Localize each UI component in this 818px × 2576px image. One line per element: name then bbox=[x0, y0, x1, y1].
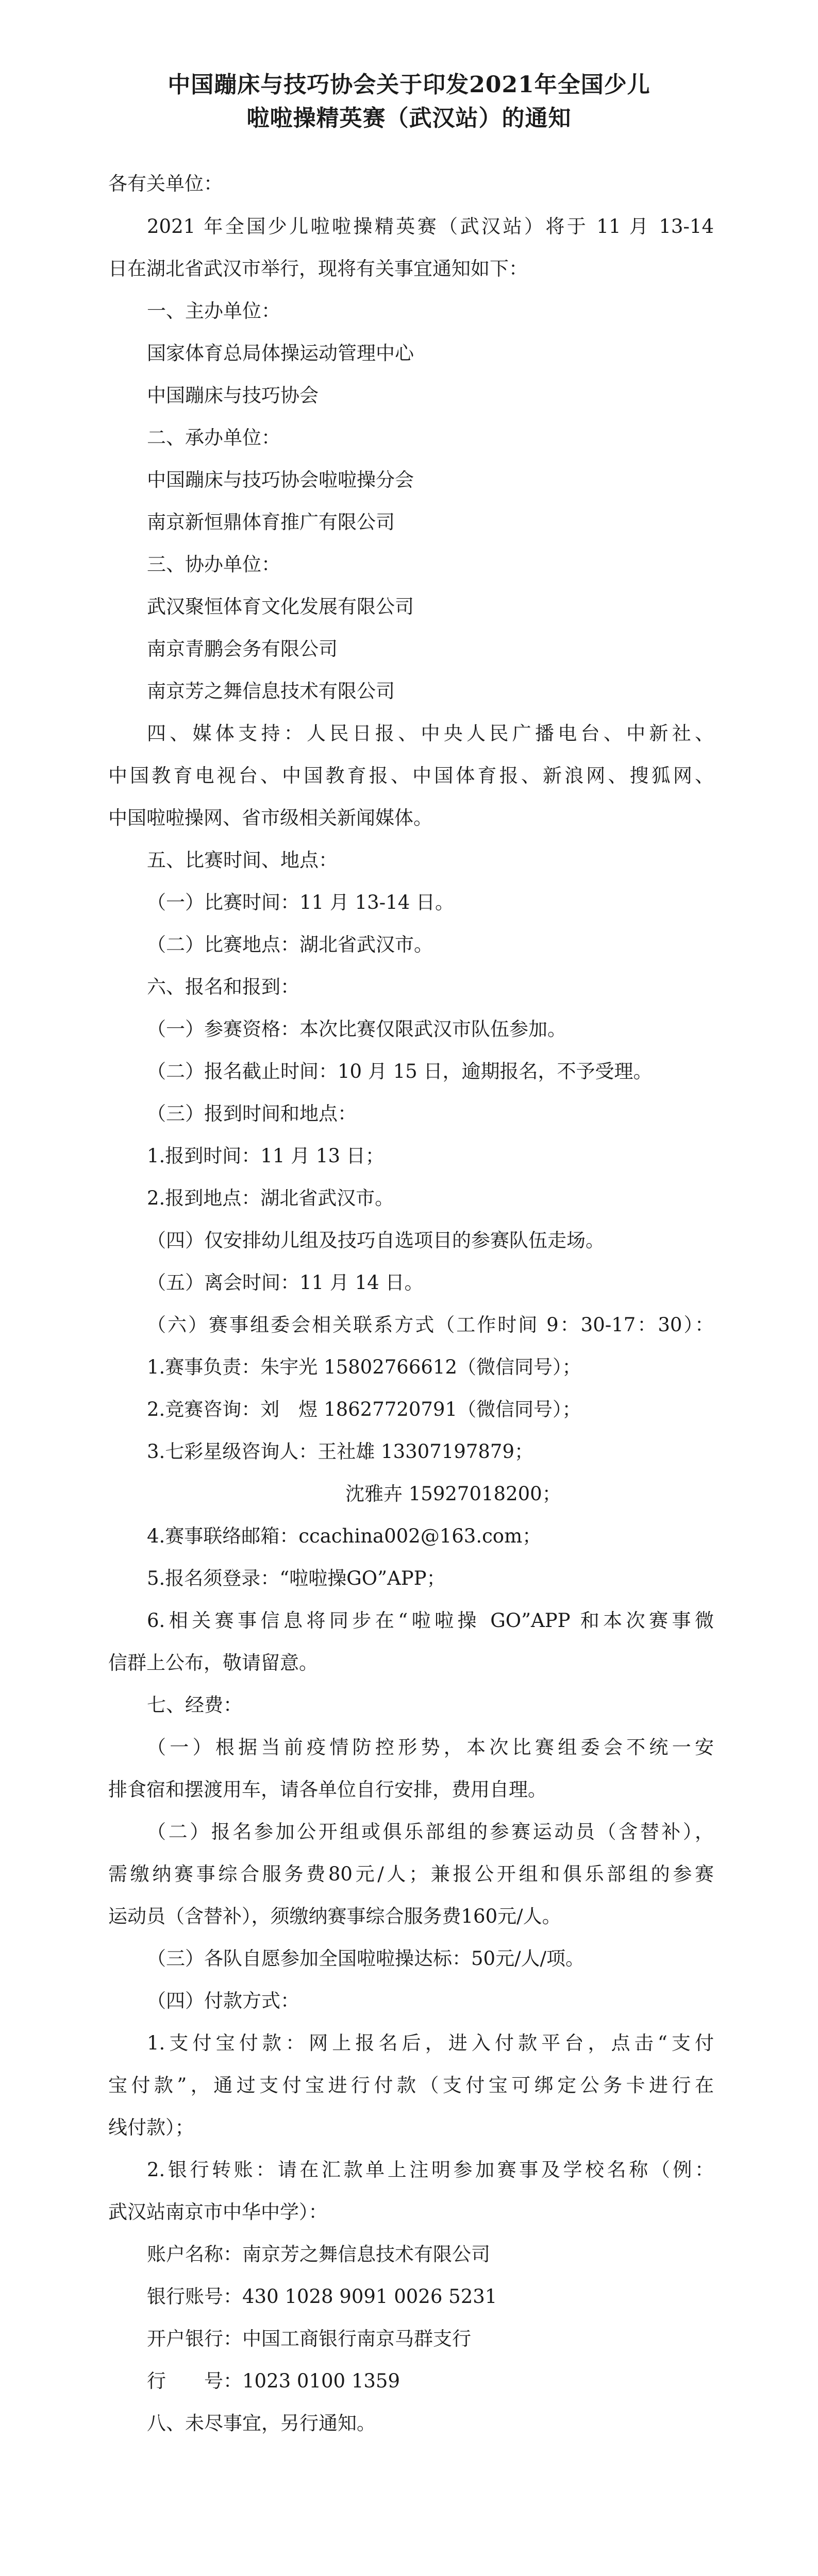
section-4-line-1: 四、媒体支持：人民日报、中央人民广播电台、中新社、 bbox=[147, 722, 714, 744]
section-3-heading: 三、协办单位： bbox=[147, 553, 280, 575]
salutation: 各有关单位： bbox=[108, 173, 223, 195]
section-6-item-12: 沈雅卉 15927018200； bbox=[345, 1483, 561, 1505]
section-3-item-2: 南京青鹏会务有限公司 bbox=[147, 638, 338, 660]
section-7-item-2-line-3: 运动员（含替补），须缴纳赛事综合服务费160元/人。 bbox=[108, 1905, 561, 1927]
bank-code: 行 号：1023 0100 1359 bbox=[147, 2370, 400, 2392]
section-6-item-2: （二）报名截止时间：10 月 15 日，逾期报名，不予受理。 bbox=[147, 1060, 653, 1082]
section-6-heading: 六、报名和报到： bbox=[147, 976, 299, 998]
bank-name: 开户银行：中国工商银行南京马群支行 bbox=[147, 2328, 471, 2350]
section-6-item-3: （三）报到时间和地点： bbox=[147, 1103, 357, 1125]
section-8: 八、未尽事宜，另行通知。 bbox=[147, 2412, 376, 2434]
section-7-item-6-line-1: 2.银行转账：请在汇款单上注明参加赛事及学校名称（例： bbox=[147, 2159, 714, 2181]
section-6-item-10: 2.竞赛咨询：刘 煜 18627720791（微信同号）； bbox=[147, 1398, 581, 1420]
section-7-heading: 七、经费： bbox=[147, 1694, 242, 1716]
section-7-item-3: （三）各队自愿参加全国啦啦操达标：50元/人/项。 bbox=[147, 1947, 585, 1970]
section-6-item-4: 1.报到时间：11 月 13 日； bbox=[147, 1145, 385, 1167]
section-7-item-4: （四）付款方式： bbox=[147, 1990, 299, 2012]
section-1-item-1: 国家体育总局体操运动管理中心 bbox=[147, 342, 414, 364]
section-7-item-5-line-2: 宝付款”，通过支付宝进行付款（支付宝可绑定公务卡进行在 bbox=[108, 2074, 714, 2096]
section-1-item-2: 中国蹦床与技巧协会 bbox=[147, 384, 319, 406]
intro-line-1: 2021 年全国少儿啦啦操精英赛（武汉站）将于 11 月 13-14 bbox=[147, 215, 714, 238]
section-7-item-1-line-2: 排食宿和摆渡用车，请各单位自行安排，费用自理。 bbox=[108, 1778, 547, 1801]
section-3-item-3: 南京芳之舞信息技术有限公司 bbox=[147, 680, 395, 702]
title-line-1: 中国蹦床与技巧协会关于印发2021年全国少儿 bbox=[168, 72, 650, 98]
section-5-item-2: （二）比赛地点：湖北省武汉市。 bbox=[147, 934, 433, 956]
section-6-item-9: 1.赛事负责：朱宇光 15802766612（微信同号）； bbox=[147, 1356, 581, 1378]
section-6-item-14: 5.报名须登录：“啦啦操GO”APP； bbox=[147, 1567, 446, 1589]
section-7-item-5-line-3: 线付款）； bbox=[108, 2116, 194, 2139]
section-4-line-3: 中国啦啦操网、省市级相关新闻媒体。 bbox=[108, 807, 432, 829]
section-7-item-2-line-1: （二）报名参加公开组或俱乐部组的参赛运动员（含替补）， bbox=[147, 1821, 714, 1843]
section-6-item-11: 3.七彩星级咨询人：王社雄 13307197879； bbox=[147, 1440, 534, 1463]
section-6-item-6: （四）仅安排幼儿组及技巧自选项目的参赛队伍走场。 bbox=[147, 1229, 605, 1251]
title-line-2: 啦啦操精英赛（武汉站）的通知 bbox=[246, 105, 572, 131]
section-5-item-1: （一）比赛时间：11 月 13-14 日。 bbox=[147, 891, 455, 913]
section-3-item-1: 武汉聚恒体育文化发展有限公司 bbox=[147, 596, 414, 618]
section-7-item-1-line-1: （一）根据当前疫情防控形势，本次比赛组委会不统一安 bbox=[147, 1736, 714, 1758]
section-6-item-15-line-1: 6.相关赛事信息将同步在“啦啦操 GO”APP 和本次赛事微 bbox=[147, 1609, 714, 1632]
section-7-item-5-line-1: 1.支付宝付款：网上报名后，进入付款平台，点击“支付 bbox=[147, 2032, 714, 2054]
section-2-item-1: 中国蹦床与技巧协会啦啦操分会 bbox=[147, 469, 414, 491]
section-5-heading: 五、比赛时间、地点： bbox=[147, 849, 338, 871]
section-6-item-7: （五）离会时间：11 月 14 日。 bbox=[147, 1272, 424, 1294]
account-name: 账户名称：南京芳之舞信息技术有限公司 bbox=[147, 2243, 490, 2265]
section-7-item-2-line-2: 需缴纳赛事综合服务费80元/人；兼报公开组和俱乐部组的参赛 bbox=[108, 1863, 714, 1885]
section-4-line-2: 中国教育电视台、中国教育报、中国体育报、新浪网、搜狐网、 bbox=[108, 765, 714, 787]
section-2-heading: 二、承办单位： bbox=[147, 427, 280, 449]
section-6-item-1: （一）参赛资格：本次比赛仅限武汉市队伍参加。 bbox=[147, 1018, 566, 1040]
section-6-item-15-line-2: 信群上公布，敬请留意。 bbox=[108, 1652, 318, 1674]
section-6-item-8: （六）赛事组委会相关联系方式（工作时间 9：30-17：30）： bbox=[147, 1314, 714, 1336]
section-6-item-5: 2.报到地点：湖北省武汉市。 bbox=[147, 1187, 394, 1209]
account-number: 银行账号：430 1028 9091 0026 5231 bbox=[147, 2285, 497, 2308]
section-7-item-6-line-2: 武汉站南京市中华中学）： bbox=[108, 2201, 328, 2223]
section-1-heading: 一、主办单位： bbox=[147, 300, 280, 322]
intro-line-2: 日在湖北省武汉市举行，现将有关事宜通知如下： bbox=[108, 258, 528, 280]
section-2-item-2: 南京新恒鼎体育推广有限公司 bbox=[147, 511, 395, 533]
section-6-item-13: 4.赛事联络邮箱：ccachina002@163.com； bbox=[147, 1525, 542, 1547]
